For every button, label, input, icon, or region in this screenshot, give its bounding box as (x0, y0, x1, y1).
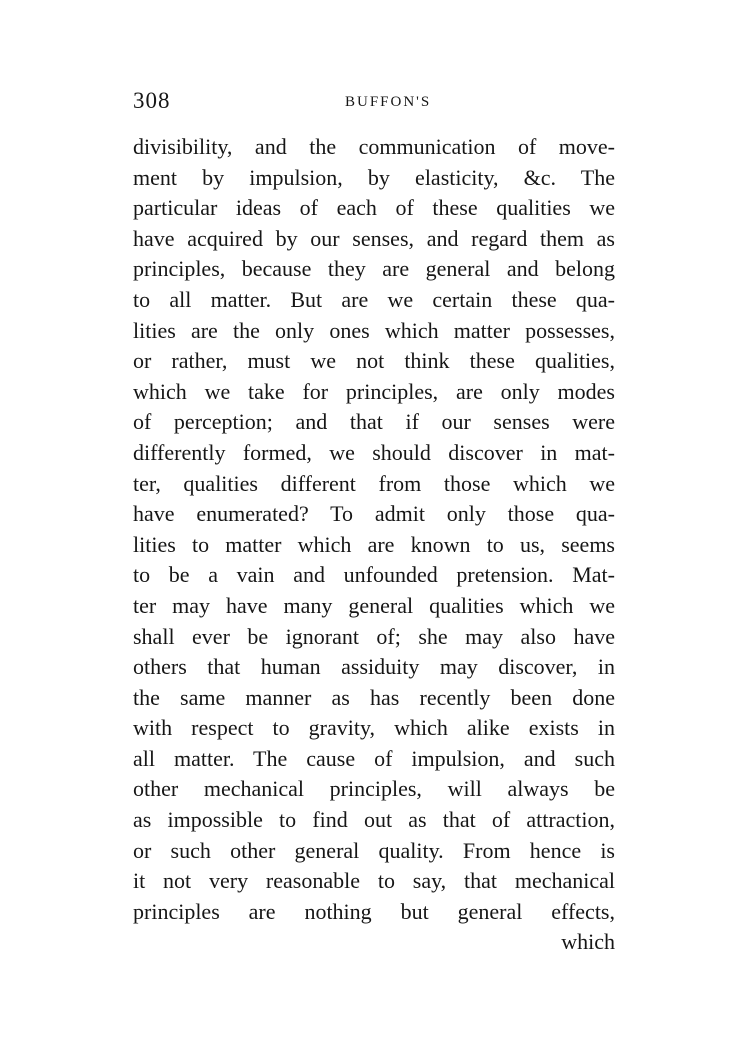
text-line: lities to matter which are known to us, seems (133, 531, 615, 557)
text-line: or such other general quality. From hence is (133, 837, 615, 863)
text-line: as impossible to find out as that of attraction, (133, 807, 615, 833)
text-line: particular ideas of each of these qualities we (133, 195, 615, 221)
text-line: ter, qualities different from those which we (133, 470, 615, 496)
page-number: 308 (133, 88, 171, 113)
text-line: with respect to gravity, which alike exists in (133, 715, 615, 741)
catchword: which (561, 929, 615, 955)
text-line: have enumerated? To admit only those qua- (133, 501, 615, 527)
text-line: ment by impulsion, by elasticity, &c. The (133, 164, 615, 190)
text-line: to be a vain and unfounded pretension. Mat- (133, 562, 615, 588)
text-line: of perception; and that if our senses were (133, 409, 615, 435)
text-line: other mechanical principles, will always be (133, 776, 615, 802)
text-line: others that human assiduity may discover, in (133, 654, 615, 680)
body-text (133, 132, 615, 958)
text-line: all matter. The cause of impulsion, and such (133, 745, 615, 771)
text-line: ter may have many general qualities which we (133, 592, 615, 618)
text-line: which we take for principles, are only modes (133, 378, 615, 404)
text-line: principles, because they are general and belong (133, 256, 615, 282)
text-line: lities are the only ones which matter possesses, (133, 317, 615, 343)
text-line: differently formed, we should discover in mat- (133, 439, 615, 465)
text-line: it not very reasonable to say, that mechanical (133, 868, 615, 894)
running-head: BUFFON'S (345, 94, 432, 110)
text-line: divisibility, and the communication of move- (133, 134, 615, 159)
page-header (133, 84, 615, 120)
text-line: shall ever be ignorant of; she may also have (133, 623, 615, 649)
text-line: or rather, must we not think these qualities, (133, 348, 615, 374)
text-line: the same manner as has recently been done (133, 684, 615, 710)
text-line: have acquired by our senses, and regard them as (133, 225, 615, 251)
text-line: to all matter. But are we certain these qua- (133, 286, 615, 312)
text-line: principles are nothing but general effects, (133, 898, 615, 924)
